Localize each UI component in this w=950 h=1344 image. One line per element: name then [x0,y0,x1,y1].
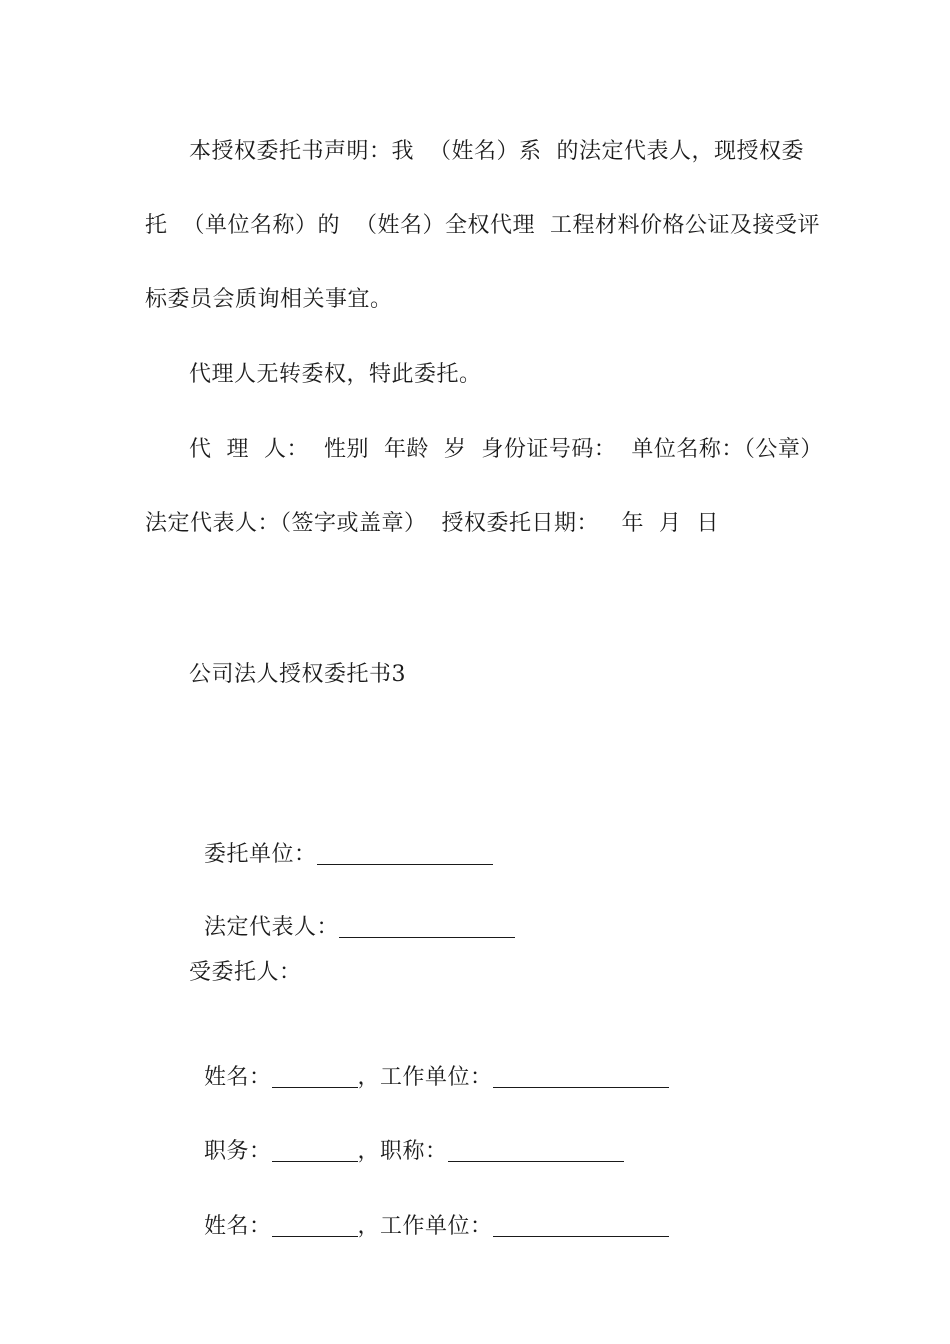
trustee-2-work-unit-blank[interactable] [493,1214,669,1237]
trustee-1-row [189,1033,669,1093]
legal-rep-label: 法定代表人： [204,915,340,940]
trustee-1-name-blank[interactable] [272,1065,358,1088]
trustee-2-row [189,1182,669,1242]
trustee-1-name-label: 姓名： [204,1065,272,1090]
paragraph-authorization-statement-line-3: 标委员会质询相关事宜。 [145,287,393,312]
entrusting-unit-blank[interactable] [317,842,493,865]
trustee-1-position-label: 职务： [204,1139,272,1164]
paragraph-agent-info-line-2: 法定代表人：（签字或盖章） 授权委托日期： 年 月 日 [145,511,719,536]
trustee-1-work-unit-label: 工作单位： [380,1065,493,1090]
trustee-1-work-unit-blank[interactable] [493,1065,669,1088]
section-title: 公司法人授权委托书3 [189,662,406,687]
paragraph-agent-info-line-1: 代 理 人： 性别 年龄 岁 身份证号码： 单位名称：（公章） [189,437,823,462]
paragraph-authorization-statement-line-1: 本授权委托书声明：我 （姓名）系 的法定代表人，现授权委 [189,139,804,164]
trustee-1-title-label: 职称： [380,1139,448,1164]
trustee-1-title-blank[interactable] [448,1139,624,1162]
trustee-1-position-row [189,1107,624,1167]
trustee-2-name-label: 姓名： [204,1214,272,1239]
paragraph-no-delegation: 代理人无转委权，特此委托。 [189,362,482,387]
paragraph-authorization-statement-line-2: 托 （单位名称）的 （姓名）全权代理 工程材料价格公证及接受评 [145,213,820,238]
legal-rep-blank[interactable] [339,915,515,938]
entrusting-unit-row [189,810,493,870]
legal-rep-row [189,883,515,943]
trustee-2-comma: ， [357,1214,381,1239]
trustee-2-name-blank[interactable] [272,1214,358,1237]
trustee-1-position-blank[interactable] [272,1139,358,1162]
entrusting-unit-label: 委托单位： [204,842,317,867]
trustee-heading: 受委托人： [189,960,302,985]
trustee-2-work-unit-label: 工作单位： [380,1214,493,1239]
trustee-1-comma: ， [357,1065,381,1090]
trustee-1-position-comma: ， [357,1139,381,1164]
